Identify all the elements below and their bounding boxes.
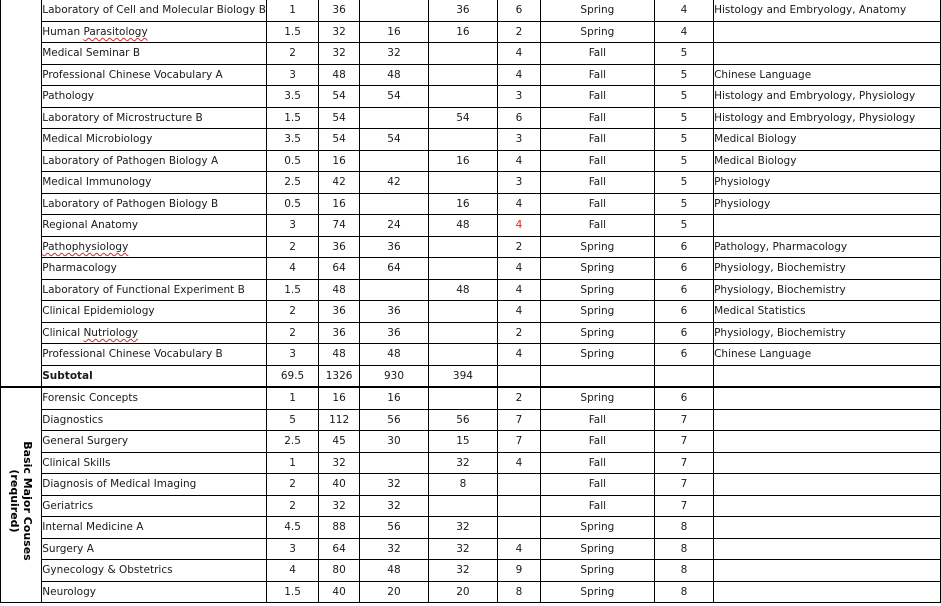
related-courses-cell — [714, 495, 941, 517]
semester-cell: Spring — [540, 0, 654, 21]
lecture-cell: 56 — [360, 517, 429, 539]
course-name-cell: Diagnosis of Medical Imaging — [42, 474, 267, 496]
related-courses-cell — [714, 538, 941, 560]
total-cell: 64 — [319, 258, 360, 280]
subtotal-lecture: 930 — [360, 365, 429, 387]
course-name-cell: Laboratory of Pathogen Biology A — [42, 150, 267, 172]
weeks-cell: 2 — [497, 322, 540, 344]
lab-cell — [428, 86, 497, 108]
total-cell: 74 — [319, 215, 360, 237]
total-cell: 32 — [319, 43, 360, 65]
lecture-cell — [360, 279, 429, 301]
table-row — [1, 150, 941, 172]
related-courses-cell: Physiology, Biochemistry — [714, 258, 941, 280]
related-courses-cell — [714, 452, 941, 474]
total-cell: 40 — [319, 474, 360, 496]
spellcheck-word: Pathophysiology — [42, 240, 129, 253]
course-name-cell: Neurology — [42, 581, 267, 603]
lecture-cell: 32 — [360, 43, 429, 65]
year-cell: 7 — [654, 409, 713, 431]
semester-cell: Fall — [540, 150, 654, 172]
lab-cell: 48 — [428, 279, 497, 301]
credits-cell: 2 — [266, 474, 318, 496]
credits-cell: 0.5 — [266, 193, 318, 215]
table-row — [1, 431, 941, 453]
credits-cell: 4 — [266, 560, 318, 582]
lab-cell: 16 — [428, 150, 497, 172]
related-courses-cell: Chinese Language — [714, 344, 941, 366]
course-name-cell: Regional Anatomy — [42, 215, 267, 237]
year-cell: 6 — [654, 236, 713, 258]
course-name-cell: General Surgery — [42, 431, 267, 453]
total-cell: 80 — [319, 560, 360, 582]
related-courses-cell: Physiology — [714, 193, 941, 215]
table-row — [1, 129, 941, 151]
lecture-cell: 16 — [360, 387, 429, 409]
semester-cell: Fall — [540, 215, 654, 237]
total-cell: 48 — [319, 279, 360, 301]
year-cell: 7 — [654, 474, 713, 496]
weeks-cell: 3 — [497, 129, 540, 151]
credits-cell: 1 — [266, 452, 318, 474]
year-cell: 8 — [654, 517, 713, 539]
semester-cell: Spring — [540, 560, 654, 582]
weeks-cell: 6 — [497, 0, 540, 21]
course-name-cell: Forensic Concepts — [42, 387, 267, 409]
total-cell: 88 — [319, 517, 360, 539]
subtotal-lab: 394 — [428, 365, 497, 387]
lecture-cell: 56 — [360, 409, 429, 431]
subtotal-credits: 69.5 — [266, 365, 318, 387]
lecture-cell: 36 — [360, 236, 429, 258]
credits-cell: 3 — [266, 64, 318, 86]
semester-cell: Spring — [540, 322, 654, 344]
year-cell: 6 — [654, 258, 713, 280]
credits-cell: 1.5 — [266, 107, 318, 129]
related-courses-cell — [714, 387, 941, 409]
year-cell: 8 — [654, 581, 713, 603]
course-name-cell: Laboratory of Functional Experiment B — [42, 279, 267, 301]
table-row — [1, 279, 941, 301]
course-name-cell: Internal Medicine A — [42, 517, 267, 539]
lecture-cell: 36 — [360, 322, 429, 344]
credits-cell: 1.5 — [266, 21, 318, 43]
course-name-cell: Pathology — [42, 86, 267, 108]
table-row — [1, 581, 941, 603]
credits-cell: 5 — [266, 409, 318, 431]
table-row — [1, 322, 941, 344]
table-row — [1, 560, 941, 582]
semester-cell: Fall — [540, 495, 654, 517]
related-courses-cell: Physiology, Biochemistry — [714, 322, 941, 344]
total-cell: 36 — [319, 0, 360, 21]
section-column-top — [1, 0, 42, 387]
credits-cell: 4.5 — [266, 517, 318, 539]
semester-cell: Fall — [540, 64, 654, 86]
lab-cell: 48 — [428, 215, 497, 237]
related-courses-cell: Medical Biology — [714, 129, 941, 151]
total-cell: 32 — [319, 21, 360, 43]
lecture-cell: 36 — [360, 301, 429, 323]
weeks-cell: 4 — [497, 215, 540, 237]
credits-cell: 2 — [266, 236, 318, 258]
lecture-cell: 30 — [360, 431, 429, 453]
credits-cell: 1.5 — [266, 279, 318, 301]
credits-cell: 2.5 — [266, 172, 318, 194]
table-row — [1, 387, 941, 409]
semester-cell: Spring — [540, 517, 654, 539]
total-cell: 54 — [319, 107, 360, 129]
subtotal-year — [654, 365, 713, 387]
subtotal-related — [714, 365, 941, 387]
year-cell: 5 — [654, 86, 713, 108]
total-cell: 16 — [319, 150, 360, 172]
total-cell: 36 — [319, 322, 360, 344]
semester-cell: Fall — [540, 431, 654, 453]
semester-cell: Spring — [540, 236, 654, 258]
table-row — [1, 43, 941, 65]
semester-cell: Spring — [540, 258, 654, 280]
lab-cell — [428, 258, 497, 280]
subtotal-row — [1, 365, 941, 387]
related-courses-cell: Physiology, Biochemistry — [714, 279, 941, 301]
weeks-cell — [497, 474, 540, 496]
semester-cell: Fall — [540, 86, 654, 108]
course-name-cell: Human Parasitology — [42, 21, 267, 43]
semester-cell: Spring — [540, 21, 654, 43]
spellcheck-word: Nutriology — [83, 326, 138, 339]
credits-cell: 2 — [266, 322, 318, 344]
lab-cell: 20 — [428, 581, 497, 603]
total-cell: 36 — [319, 301, 360, 323]
year-cell: 5 — [654, 129, 713, 151]
total-cell: 54 — [319, 129, 360, 151]
semester-cell: Spring — [540, 387, 654, 409]
weeks-cell: 3 — [497, 86, 540, 108]
year-cell: 6 — [654, 344, 713, 366]
lecture-cell — [360, 150, 429, 172]
lecture-cell — [360, 452, 429, 474]
course-name-cell: Clinical Skills — [42, 452, 267, 474]
related-courses-cell — [714, 43, 941, 65]
lecture-cell: 42 — [360, 172, 429, 194]
table-row — [1, 193, 941, 215]
year-cell: 8 — [654, 560, 713, 582]
lecture-cell: 20 — [360, 581, 429, 603]
lab-cell: 32 — [428, 560, 497, 582]
table-row — [1, 474, 941, 496]
weeks-cell: 4 — [497, 279, 540, 301]
semester-cell: Fall — [540, 409, 654, 431]
related-courses-cell: Physiology — [714, 172, 941, 194]
weeks-cell: 4 — [497, 258, 540, 280]
table-row — [1, 517, 941, 539]
total-cell: 32 — [319, 452, 360, 474]
course-name-cell: Gynecology & Obstetrics — [42, 560, 267, 582]
year-cell: 7 — [654, 495, 713, 517]
credits-cell: 1.5 — [266, 581, 318, 603]
credits-cell: 2.5 — [266, 431, 318, 453]
related-courses-cell — [714, 581, 941, 603]
lab-cell — [428, 387, 497, 409]
lecture-cell — [360, 0, 429, 21]
course-name-cell: Clinical Epidemiology — [42, 301, 267, 323]
lab-cell: 54 — [428, 107, 497, 129]
course-name-cell: Surgery A — [42, 538, 267, 560]
weeks-cell: 4 — [497, 538, 540, 560]
course-name-cell: Pharmacology — [42, 258, 267, 280]
total-cell: 64 — [319, 538, 360, 560]
semester-cell: Spring — [540, 581, 654, 603]
lab-cell: 15 — [428, 431, 497, 453]
semester-cell: Fall — [540, 193, 654, 215]
table-row — [1, 236, 941, 258]
related-courses-cell — [714, 431, 941, 453]
total-cell: 112 — [319, 409, 360, 431]
lab-cell: 16 — [428, 193, 497, 215]
weeks-cell: 4 — [497, 452, 540, 474]
course-name-cell: Laboratory of Microstructure B — [42, 107, 267, 129]
section-label: Basic Major Couses (required) — [8, 441, 35, 561]
total-cell: 16 — [319, 387, 360, 409]
weeks-cell — [497, 495, 540, 517]
credits-cell: 2 — [266, 301, 318, 323]
semester-cell: Fall — [540, 107, 654, 129]
weeks-cell: 4 — [497, 344, 540, 366]
lab-cell — [428, 236, 497, 258]
subtotal-total: 1326 — [319, 365, 360, 387]
semester-cell: Spring — [540, 344, 654, 366]
year-cell: 5 — [654, 43, 713, 65]
year-cell: 6 — [654, 301, 713, 323]
lab-cell — [428, 322, 497, 344]
year-cell: 6 — [654, 387, 713, 409]
subtotal-semester — [540, 365, 654, 387]
related-courses-cell — [714, 215, 941, 237]
weeks-cell: 9 — [497, 560, 540, 582]
weeks-cell: 4 — [497, 301, 540, 323]
table-row — [1, 0, 941, 21]
weeks-cell: 8 — [497, 581, 540, 603]
table-row — [1, 301, 941, 323]
lecture-cell: 32 — [360, 474, 429, 496]
year-cell: 5 — [654, 150, 713, 172]
table-row — [1, 64, 941, 86]
table-row — [1, 86, 941, 108]
lab-cell — [428, 64, 497, 86]
total-cell: 16 — [319, 193, 360, 215]
course-name-cell: Diagnostics — [42, 409, 267, 431]
lecture-cell — [360, 107, 429, 129]
lecture-cell: 48 — [360, 560, 429, 582]
credits-cell: 3 — [266, 344, 318, 366]
year-cell: 6 — [654, 322, 713, 344]
related-courses-cell — [714, 474, 941, 496]
lab-cell — [428, 301, 497, 323]
weeks-cell: 4 — [497, 64, 540, 86]
related-courses-cell — [714, 517, 941, 539]
lecture-cell: 48 — [360, 64, 429, 86]
lab-cell — [428, 43, 497, 65]
credits-cell: 1 — [266, 387, 318, 409]
weeks-cell: 2 — [497, 236, 540, 258]
related-courses-cell: Medical Statistics — [714, 301, 941, 323]
total-cell: 42 — [319, 172, 360, 194]
course-name-cell: Laboratory of Cell and Molecular Biology B — [42, 0, 267, 21]
lecture-cell: 54 — [360, 86, 429, 108]
year-cell: 4 — [654, 0, 713, 21]
credits-cell: 1 — [266, 0, 318, 21]
total-cell: 40 — [319, 581, 360, 603]
related-courses-cell: Histology and Embryology, Physiology — [714, 107, 941, 129]
total-cell: 45 — [319, 431, 360, 453]
year-cell: 5 — [654, 215, 713, 237]
table-row — [1, 107, 941, 129]
lab-cell: 8 — [428, 474, 497, 496]
course-name-cell: Laboratory of Pathogen Biology B — [42, 193, 267, 215]
semester-cell: Fall — [540, 172, 654, 194]
semester-cell: Fall — [540, 129, 654, 151]
credits-cell: 2 — [266, 495, 318, 517]
credits-cell: 3.5 — [266, 86, 318, 108]
total-cell: 36 — [319, 236, 360, 258]
weeks-cell: 4 — [497, 193, 540, 215]
year-cell: 5 — [654, 64, 713, 86]
course-name-cell: Medical Seminar B — [42, 43, 267, 65]
weeks-cell: 6 — [497, 107, 540, 129]
related-courses-cell: Pathology, Pharmacology — [714, 236, 941, 258]
semester-cell: Spring — [540, 279, 654, 301]
lab-cell: 32 — [428, 452, 497, 474]
lecture-cell: 32 — [360, 495, 429, 517]
table-row — [1, 452, 941, 474]
lecture-cell: 64 — [360, 258, 429, 280]
related-courses-cell: Chinese Language — [714, 64, 941, 86]
year-cell: 5 — [654, 107, 713, 129]
total-cell: 48 — [319, 344, 360, 366]
total-cell: 48 — [319, 64, 360, 86]
weeks-cell: 2 — [497, 387, 540, 409]
semester-cell: Fall — [540, 452, 654, 474]
related-courses-cell: Medical Biology — [714, 150, 941, 172]
year-cell: 7 — [654, 452, 713, 474]
weeks-cell: 7 — [497, 409, 540, 431]
lecture-cell: 24 — [360, 215, 429, 237]
table-row — [1, 344, 941, 366]
table-row — [1, 21, 941, 43]
subtotal-weeks — [497, 365, 540, 387]
year-cell: 5 — [654, 193, 713, 215]
course-name-cell: Professional Chinese Vocabulary B — [42, 344, 267, 366]
semester-cell: Spring — [540, 538, 654, 560]
total-cell: 32 — [319, 495, 360, 517]
spellcheck-word: Parasitology — [83, 25, 148, 38]
course-name-cell: Geriatrics — [42, 495, 267, 517]
weeks-cell: 4 — [497, 43, 540, 65]
lecture-cell: 54 — [360, 129, 429, 151]
weeks-cell — [497, 517, 540, 539]
lab-cell: 32 — [428, 538, 497, 560]
weeks-cell: 7 — [497, 431, 540, 453]
course-name-cell — [42, 236, 267, 258]
lab-cell: 32 — [428, 517, 497, 539]
total-cell: 54 — [319, 86, 360, 108]
subtotal-label: Subtotal — [42, 365, 267, 387]
table-row — [1, 215, 941, 237]
year-cell: 5 — [654, 172, 713, 194]
lab-cell — [428, 129, 497, 151]
related-courses-cell — [714, 560, 941, 582]
weeks-cell: 3 — [497, 172, 540, 194]
related-courses-cell — [714, 21, 941, 43]
lab-cell: 36 — [428, 0, 497, 21]
credits-cell: 3 — [266, 215, 318, 237]
lecture-cell — [360, 193, 429, 215]
table-row — [1, 538, 941, 560]
credits-cell: 4 — [266, 258, 318, 280]
lab-cell — [428, 172, 497, 194]
lab-cell — [428, 495, 497, 517]
course-name-cell: Medical Microbiology — [42, 129, 267, 151]
credits-cell: 2 — [266, 43, 318, 65]
lab-cell — [428, 344, 497, 366]
table-row — [1, 258, 941, 280]
related-courses-cell: Histology and Embryology, Physiology — [714, 86, 941, 108]
semester-cell: Fall — [540, 474, 654, 496]
credits-cell: 3.5 — [266, 129, 318, 151]
table-row — [1, 409, 941, 431]
year-cell: 7 — [654, 431, 713, 453]
table-row — [1, 172, 941, 194]
year-cell: 8 — [654, 538, 713, 560]
related-courses-cell: Histology and Embryology, Anatomy — [714, 0, 941, 21]
year-cell: 4 — [654, 21, 713, 43]
related-courses-cell — [714, 409, 941, 431]
lab-cell: 56 — [428, 409, 497, 431]
semester-cell: Spring — [540, 301, 654, 323]
lecture-cell: 48 — [360, 344, 429, 366]
lecture-cell: 16 — [360, 21, 429, 43]
weeks-cell: 2 — [497, 21, 540, 43]
course-name-cell: Medical Immunology — [42, 172, 267, 194]
lecture-cell: 32 — [360, 538, 429, 560]
course-name-cell: Clinical Nutriology — [42, 322, 267, 344]
year-cell: 6 — [654, 279, 713, 301]
course-name-cell: Professional Chinese Vocabulary A — [42, 64, 267, 86]
credits-cell: 0.5 — [266, 150, 318, 172]
lab-cell: 16 — [428, 21, 497, 43]
weeks-cell: 4 — [497, 150, 540, 172]
credits-cell: 3 — [266, 538, 318, 560]
semester-cell: Fall — [540, 43, 654, 65]
table-row — [1, 495, 941, 517]
